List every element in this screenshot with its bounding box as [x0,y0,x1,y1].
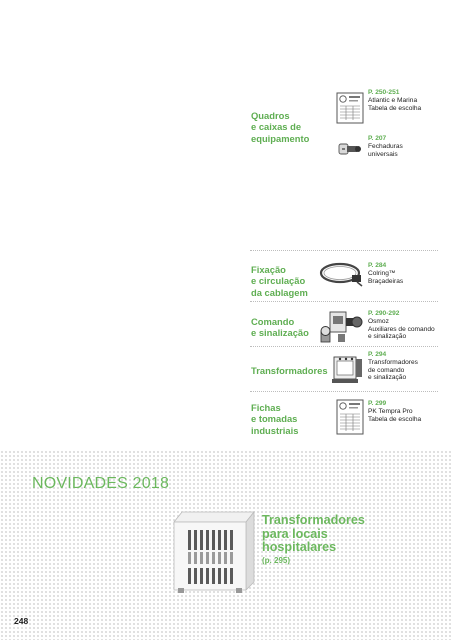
category-comando: Comando e sinalização [251,316,309,339]
ref-page: P. 250-251 [368,89,400,96]
ref-text: PK Tempra Pro Tabela de escolha [368,407,422,423]
table-sheet-icon [336,399,364,435]
table-sheet-icon [336,92,364,124]
hospital-transformer-image [170,510,256,594]
ref-text: Fechaduras universais [368,142,403,158]
separator [250,250,438,251]
ref-page: P. 290-292 [368,310,400,317]
ref-page: P. 299 [368,400,387,407]
ref-page: P. 294 [368,351,387,358]
cable-tie-icon [318,261,366,287]
ref-transformadores [368,351,418,382]
ref-text: Colring™ Braçadeiras [368,269,404,285]
transformer-icon [330,353,364,385]
category-fixacao: Fixação e circulação da cablagem [251,264,308,298]
ref-page: P. 284 [368,262,387,269]
ref-colring [368,262,403,285]
category-fichas: Fichas e tomadas industriais [251,402,299,436]
ref-text: Osmoz Auxiliares de comando e sinalização [368,317,435,341]
feature-title: Transformadores para locais hospitalares [262,513,365,555]
category-quadros: Quadros e caixas de equipamento [251,110,310,144]
ref-fechaduras [368,135,403,158]
ref-page: P. 207 [368,135,387,142]
separator [250,346,438,347]
separator [250,301,438,302]
separator [250,391,438,392]
ref-osmoz [368,310,435,341]
novidades-title: NOVIDADES 2018 [32,475,170,492]
feature-page-ref: (p. 295) [262,556,291,565]
lock-key-icon [337,139,363,159]
category-transformadores: Transformadores [251,365,328,376]
ref-text: Atlantic e Marina Tabela de escolha [368,96,422,112]
ref-pk-tempra [368,400,421,423]
ref-text: Transformadores de comando e sinalização [368,358,418,382]
ref-atlantic-marina [368,89,421,112]
pushbutton-icon [318,310,366,346]
page-number: 248 [14,616,29,626]
